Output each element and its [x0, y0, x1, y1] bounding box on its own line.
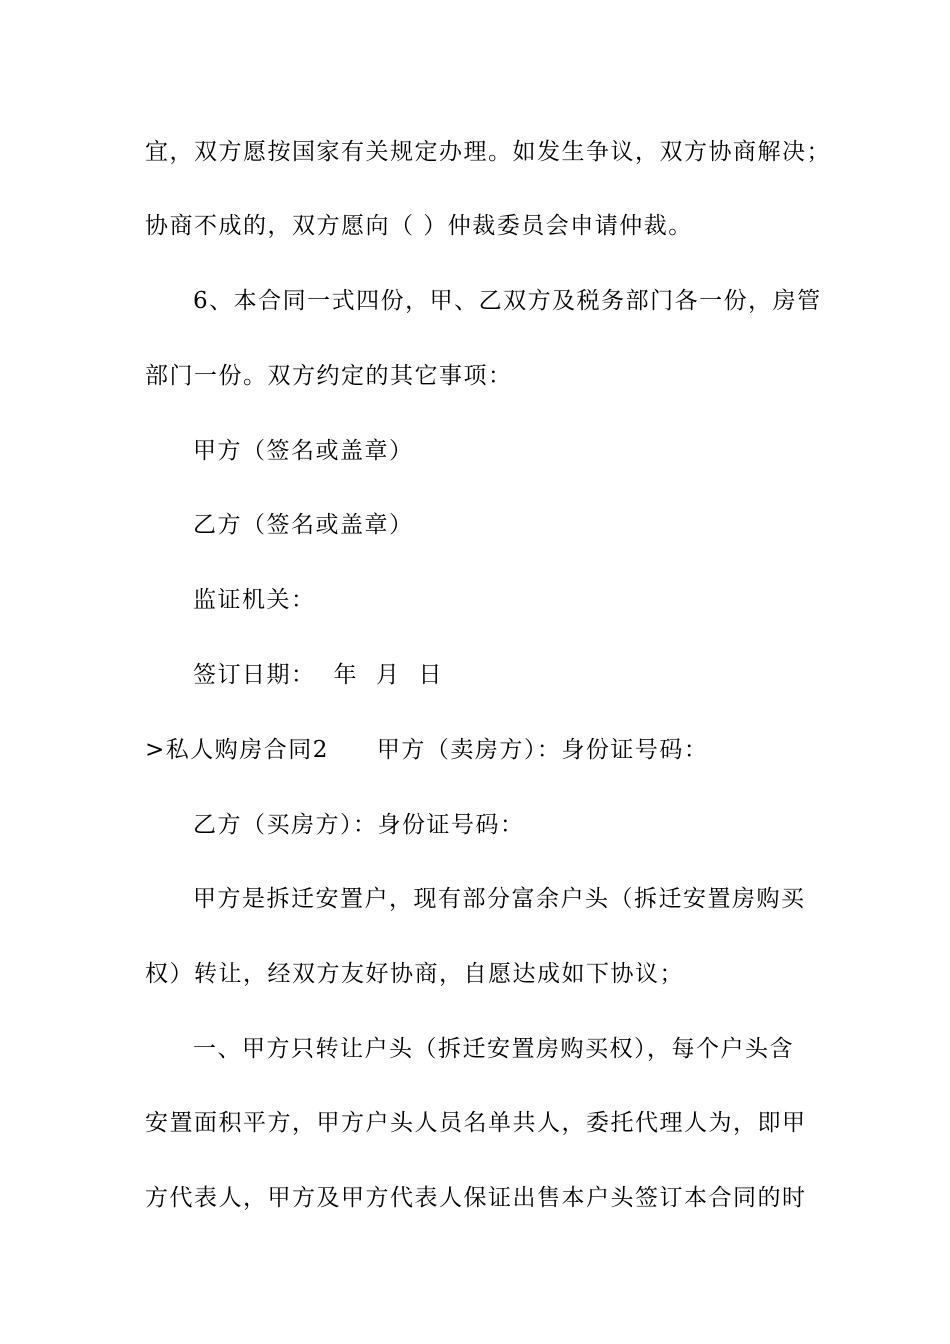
contract-2-heading	[145, 735, 815, 765]
paragraph-line: 方代表人，甲方及甲方代表人保证出售本户头签订本合同的时	[145, 1185, 807, 1211]
paragraph-line: 甲方是拆迁安置户，现有部分富余户头（拆迁安置房购买	[193, 886, 806, 912]
paragraph-line: 权）转让，经双方友好协商，自愿达成如下协议；	[145, 961, 684, 987]
contract-2-title: >私人购房合同2	[145, 737, 329, 763]
signing-date-year: 年	[333, 662, 358, 688]
party-b-signature: 乙方（签名或盖章）	[193, 512, 414, 538]
paragraph-line: 协商不成的，双方愿向（ ）仲裁委员会申请仲裁。	[145, 213, 693, 239]
paragraph-line: 安置面积平方，甲方户头人员名单共人，委托代理人为，即甲	[145, 1110, 807, 1136]
party-a-signature: 甲方（签名或盖章）	[193, 438, 414, 464]
paragraph-line: 宜，双方愿按国家有关规定办理。如发生争议，双方协商解决；	[145, 139, 831, 165]
supervising-authority: 监证机关：	[193, 587, 316, 613]
signing-date-label: 签订日期：	[193, 662, 316, 688]
clause-1-line: 一、甲方只转让户头（拆迁安置房购买权），每个户头含	[193, 1036, 794, 1062]
party-a-seller-line: 甲方（卖房方）：身份证号码：	[376, 737, 709, 763]
signing-date-day: 日	[418, 662, 443, 688]
signing-date-month: 月	[376, 662, 401, 688]
paragraph-line: 部门一份。双方约定的其它事项：	[145, 363, 513, 389]
clause-6-line: 6、本合同一式四份，甲、乙双方及税务部门各一份，房管	[193, 288, 822, 314]
party-b-buyer-line: 乙方（买房方）：身份证号码：	[193, 812, 525, 838]
signing-date	[193, 660, 863, 690]
